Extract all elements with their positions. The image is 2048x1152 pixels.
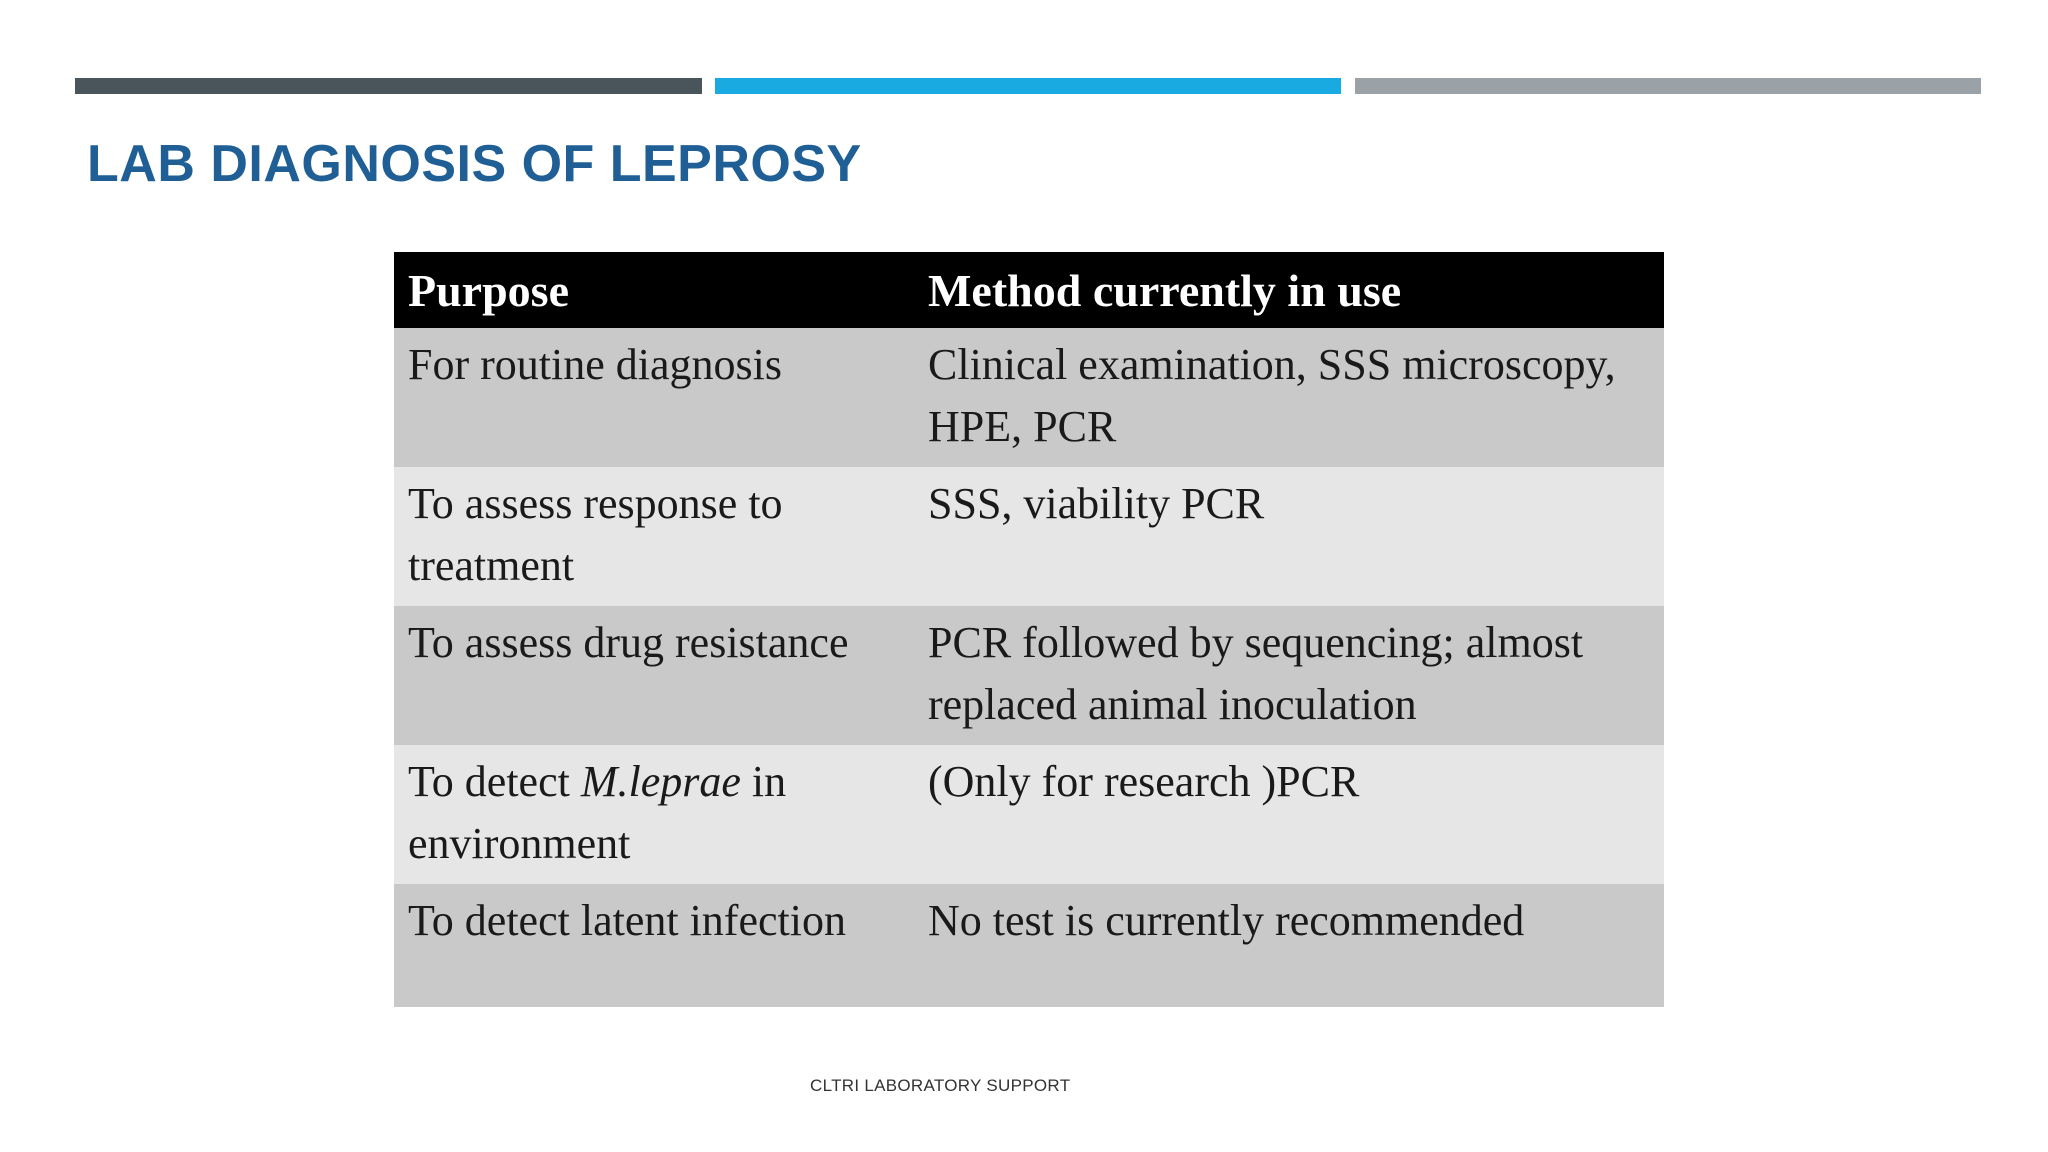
purpose-cell: To assess drug resistance (408, 618, 849, 667)
purpose-text-end: in environment (408, 757, 787, 868)
header-purpose: Purpose (408, 264, 569, 316)
method-cell: Clinical examination, SSS microscopy, HPE, PCR (928, 340, 1616, 451)
table-header-row (394, 252, 1664, 328)
header-method: Method currently in use (928, 264, 1402, 316)
purpose-text-start: To detect (408, 757, 581, 806)
method-cell: PCR followed by sequencing; almost replaced animal inoculation (928, 618, 1584, 729)
accent-bar-blue (715, 78, 1341, 94)
method-cell: No test is currently recommended (928, 896, 1525, 945)
purpose-cell (394, 745, 914, 884)
table-row (394, 745, 1664, 884)
table-row (394, 467, 1664, 606)
slide-title: LAB DIAGNOSIS OF LEPROSY (87, 135, 862, 193)
organism-name: M.leprae (580, 757, 741, 806)
method-cell: SSS, viability PCR (928, 479, 1265, 528)
purpose-cell: For routine diagnosis (408, 340, 782, 389)
accent-bar-dark (75, 78, 702, 94)
table-row (394, 884, 1664, 1007)
table-row (394, 606, 1664, 745)
purpose-cell: To detect latent infection (408, 896, 846, 945)
slide-footer: CLTRI LABORATORY SUPPORT (810, 1076, 1071, 1095)
purpose-cell: To assess response to treatment (408, 479, 783, 590)
table-row (394, 328, 1664, 467)
method-cell: (Only for research )PCR (928, 757, 1360, 806)
lab-diagnosis-table (394, 252, 1664, 1007)
accent-bar-gray (1355, 78, 1981, 94)
